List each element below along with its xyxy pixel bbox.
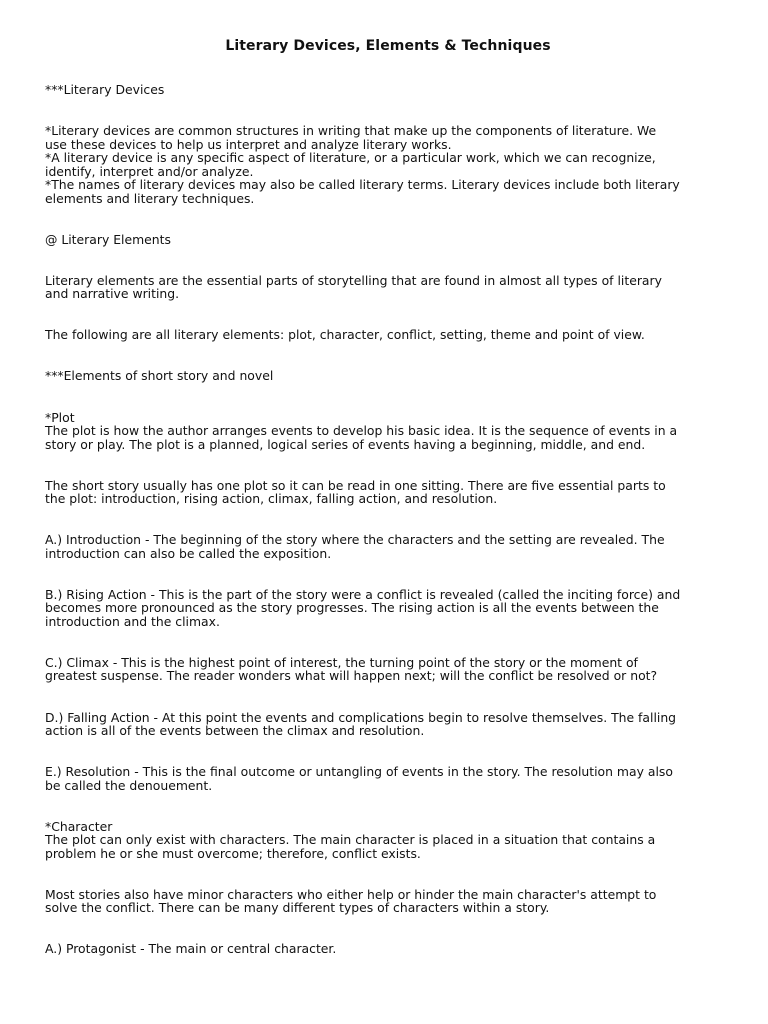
paragraph-literary-elements-definition: Literary elements are the essential parts of storytelling that are found in almost all types of literary and narrative writing.: [45, 272, 662, 302]
paragraph-resolution: E.) Resolution - This is the final outcome or untangling of events in the story. The resolution may also be called the denouement.: [45, 764, 673, 793]
heading-literary-elements: @ Literary Elements: [45, 231, 171, 247]
heading-elements-short-story: ***Elements of short story and novel: [45, 368, 274, 384]
paragraph-minor-characters: Most stories also have minor characters who either help or hinder the main character's attempt to solve the conflict. There can be many different types of characters within a story.: [45, 886, 657, 916]
paragraph-literary-devices-definition: *Literary devices are common structures in writing that make up the components of literature. We use these devices to help us interpret and analyze literary works. *A literary device is any specific aspect of literature, or a particular work, which we can recognize, identify, interpret and/or analyze. *The names of literary devices may also be called literary terms. Literary devices include both literary elements and literary techniques.: [45, 123, 680, 206]
paragraph-literary-elements-list: The following are all literary elements: plot, character, conflict, setting, theme and point of view.: [45, 327, 645, 343]
paragraph-character: *Character The plot can only exist with characters. The main character is placed in a situation that contains a problem he or she must overcome; therefore, conflict exists.: [45, 818, 656, 861]
paragraph-introduction: A.) Introduction - The beginning of the story where the characters and the setting are revealed. The introduction can also be called the exposition.: [45, 532, 665, 561]
paragraph-falling-action: D.) Falling Action - At this point the events and complications begin to resolve themselves. The falling action is all of the events between the climax and resolution.: [45, 709, 677, 739]
paragraph-plot-parts: The short story usually has one plot so it can be read in one sitting. There are five essential parts to the plot: introduction, rising action, climax, falling action, and resolution.: [45, 477, 666, 507]
paragraph-plot: *Plot The plot is how the author arranges events to develop his basic idea. It is the sequence of events in a story or play. The plot is a planned, logical series of events having a beginning, middle, and end.: [45, 409, 678, 452]
paragraph-protagonist: A.) Protagonist - The main or central character.: [45, 941, 337, 957]
paragraph-climax: C.) Climax - This is the highest point of interest, the turning point of the story or the moment of greatest suspense. The reader wonders what will happen next; will the conflict be resolved or not?: [45, 654, 658, 684]
heading-literary-devices: ***Literary Devices: [45, 82, 165, 97]
paragraph-rising-action: B.) Rising Action - This is the part of the story were a conflict is revealed (called the inciting force) and becomes more pronounced as the story progresses. The rising action is all the events between the introduction and the climax.: [45, 586, 681, 629]
document-page: [45, 37, 731, 984]
document-title: Literary Devices, Elements & Techniques: [225, 38, 551, 54]
